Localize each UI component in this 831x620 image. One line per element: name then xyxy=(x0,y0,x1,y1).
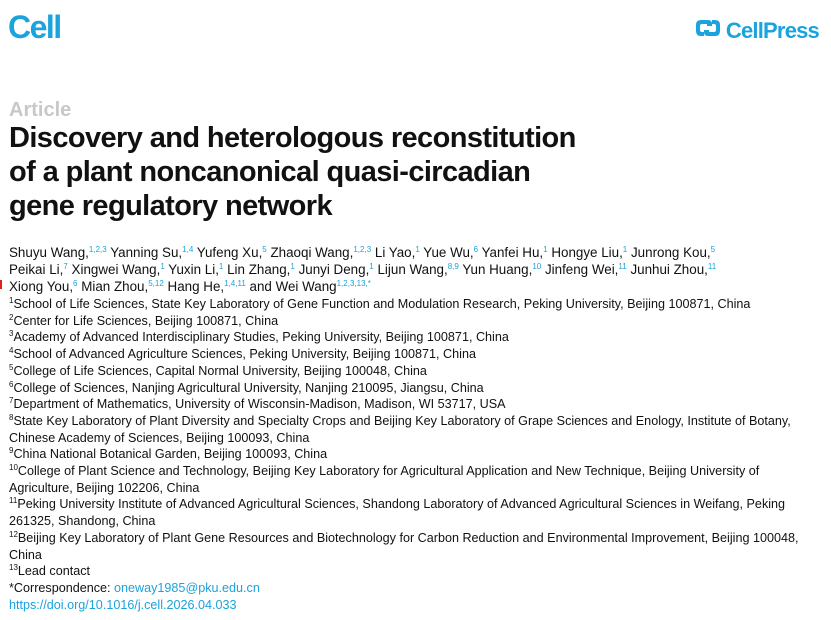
cellpress-logo[interactable] xyxy=(695,16,819,45)
title-line: of a plant noncanonical quasi-circadian xyxy=(9,156,531,188)
author-affiliation-sup[interactable]: 1,4,11 xyxy=(224,279,246,288)
author-affiliation-sup[interactable]: 8,9 xyxy=(447,262,459,271)
affiliation-text: College of Plant Science and Technology, Beijing Key Laboratory for Agricultural Application and New Technique, Beijing University of Agriculture, Beijing 102206, China xyxy=(9,464,760,495)
affiliation-text: State Key Laboratory of Plant Diversity and Specialty Crops and Beijing Key Laboratory of Grape Sciences and Enology, Institute of Botany, Chinese Academy of Sciences, Beijing 100093, China xyxy=(9,413,791,445)
author-name[interactable]: Xiong You, xyxy=(9,279,74,294)
affiliation-text: China National Botanical Garden, Beijing 100093, China xyxy=(13,447,328,462)
author-affiliation-sup[interactable]: 1 xyxy=(622,245,628,254)
author-name[interactable]: Jinfeng Wei, xyxy=(544,262,619,277)
cell-journal-logo[interactable]: Cell xyxy=(8,9,61,45)
affiliation-number: 1 xyxy=(9,296,14,305)
margin-mark xyxy=(0,280,2,289)
affiliation-item xyxy=(9,413,824,446)
author-name[interactable]: Junyi Deng, xyxy=(298,262,370,277)
affiliation-number: 12 xyxy=(9,529,18,539)
author-affiliation-sup[interactable]: 11 xyxy=(618,262,627,271)
affiliation-item xyxy=(9,346,824,363)
author-row xyxy=(9,244,824,261)
author-row xyxy=(9,261,824,278)
affiliation-item xyxy=(9,329,824,346)
author-affiliation-sup[interactable]: 1,4 xyxy=(182,245,194,254)
author-name[interactable]: Yanning Su, xyxy=(110,245,183,260)
cellpress-wordmark: CellPress xyxy=(725,17,819,43)
affiliation-number: 2 xyxy=(9,312,14,322)
author-affiliation-sup[interactable]: 1 xyxy=(415,245,420,254)
author-name[interactable]: Li Yao, xyxy=(374,245,416,260)
affiliation-number: 6 xyxy=(9,379,14,389)
author-affiliation-sup[interactable]: 7 xyxy=(63,262,68,271)
affiliation-item xyxy=(9,496,824,529)
author-name[interactable]: Yun Huang, xyxy=(462,262,533,277)
affiliation-item xyxy=(9,313,824,330)
author-affiliation-sup[interactable]: 5 xyxy=(262,245,267,254)
author-affiliation-sup[interactable]: 1,2,3,13,* xyxy=(336,279,371,288)
affiliation-item xyxy=(9,530,824,563)
affiliation-number: 11 xyxy=(9,496,18,506)
correspondence-line xyxy=(9,580,824,597)
affiliation-text: Beijing Key Laboratory of Plant Gene Resources and Biotechnology for Carbon Reduction and Environmental Improvement, Beijing 100048, China xyxy=(9,530,799,562)
author-affiliation-sup[interactable]: 1 xyxy=(218,262,224,271)
author-affiliation-sup[interactable]: 5,12 xyxy=(148,279,164,288)
affiliation-number: 8 xyxy=(9,412,14,422)
author-name[interactable]: Zhaoqi Wang, xyxy=(270,245,354,260)
title-line: gene regulatory network xyxy=(9,190,332,222)
affiliation-number: 5 xyxy=(9,362,14,372)
author-affiliation-sup[interactable]: 1 xyxy=(369,262,374,271)
author-name[interactable]: Yanfei Hu, xyxy=(481,245,544,260)
correspondence-label: *Correspondence: xyxy=(9,580,115,595)
affiliation-item xyxy=(9,463,824,496)
author-affiliation-sup[interactable]: 1 xyxy=(543,245,548,254)
affiliation-text: Center for Life Sciences, Beijing 100871, China xyxy=(13,313,279,328)
author-name[interactable]: Peikai Li, xyxy=(9,262,64,277)
affiliation-item xyxy=(9,363,824,380)
author-name[interactable]: Xingwei Wang, xyxy=(71,262,161,277)
affiliation-text: Peking University Institute of Advanced Agricultural Sciences, Shandong Laboratory of Advanced Agricultural Sciences in Weifang, Peking 261325, Shandong, China xyxy=(9,497,786,529)
author-name[interactable]: and Wei Wang xyxy=(249,279,337,294)
correspondence-email-link[interactable]: oneway1985@pku.edu.cn xyxy=(114,580,260,595)
affiliations-block xyxy=(9,296,824,613)
affiliation-number: 13 xyxy=(9,563,18,573)
author-affiliation-sup[interactable]: 1,2,3 xyxy=(353,245,372,254)
author-affiliation-sup[interactable]: 10 xyxy=(532,262,542,271)
affiliation-item xyxy=(9,380,824,397)
affiliation-item xyxy=(9,563,824,580)
author-name[interactable]: Hongye Liu, xyxy=(551,245,623,260)
author-affiliation-sup[interactable]: 1,2,3 xyxy=(88,245,107,254)
author-name[interactable]: Lin Zhang, xyxy=(227,262,291,277)
author-name[interactable]: Junrong Kou, xyxy=(630,245,711,260)
author-name[interactable]: Yuxin Li, xyxy=(168,262,219,277)
affiliation-text: College of Life Sciences, Capital Normal University, Beijing 100048, China xyxy=(13,363,427,378)
article-title xyxy=(9,121,709,223)
author-affiliation-sup[interactable]: 11 xyxy=(707,262,717,271)
author-name[interactable]: Hang He, xyxy=(167,279,225,294)
doi-link[interactable]: https://doi.org/10.1016/j.cell.2026.04.033 xyxy=(9,597,237,612)
affiliation-number: 9 xyxy=(9,446,14,456)
author-list xyxy=(9,244,824,295)
author-name[interactable]: Junhui Zhou, xyxy=(630,262,708,277)
affiliation-text: College of Sciences, Nanjing Agricultural University, Nanjing 210095, Jiangsu, China xyxy=(13,380,484,395)
author-row xyxy=(9,278,824,295)
cellpress-icon xyxy=(695,16,721,45)
author-affiliation-sup[interactable]: 1 xyxy=(160,262,165,271)
author-name[interactable]: Lijun Wang, xyxy=(377,262,448,277)
affiliation-text: Lead contact xyxy=(17,564,91,579)
author-affiliation-sup[interactable]: 6 xyxy=(473,245,479,254)
author-name[interactable]: Yue Wu, xyxy=(423,245,474,260)
author-affiliation-sup[interactable]: 5 xyxy=(710,245,716,254)
affiliation-text: Academy of Advanced Interdisciplinary Studies, Peking University, Beijing 100871, China xyxy=(13,330,509,345)
affiliation-text: School of Life Sciences, State Key Laboratory of Gene Function and Modulation Research, Peking University, Beijing 100871, China xyxy=(13,297,751,311)
affiliation-item xyxy=(9,446,824,463)
author-affiliation-sup[interactable]: 1 xyxy=(290,262,295,271)
author-affiliation-sup[interactable]: 6 xyxy=(73,279,78,288)
affiliation-number: 7 xyxy=(9,396,14,406)
article-type-label: Article xyxy=(9,99,72,121)
affiliation-text: Department of Mathematics, University of Wisconsin-Madison, Madison, WI 53717, USA xyxy=(13,397,506,412)
affiliation-item xyxy=(9,296,824,313)
affiliation-number: 10 xyxy=(9,463,18,473)
affiliation-item xyxy=(9,396,824,413)
affiliation-number: 4 xyxy=(9,346,14,356)
author-name[interactable]: Mian Zhou, xyxy=(81,279,149,294)
title-line: Discovery and heterologous reconstitution xyxy=(9,122,576,154)
affiliation-number: 3 xyxy=(9,329,14,339)
author-name[interactable]: Yufeng Xu, xyxy=(196,245,263,260)
author-name[interactable]: Shuyu Wang, xyxy=(9,245,89,260)
affiliation-text: School of Advanced Agriculture Sciences, Peking University, Beijing 100871, China xyxy=(13,347,476,362)
